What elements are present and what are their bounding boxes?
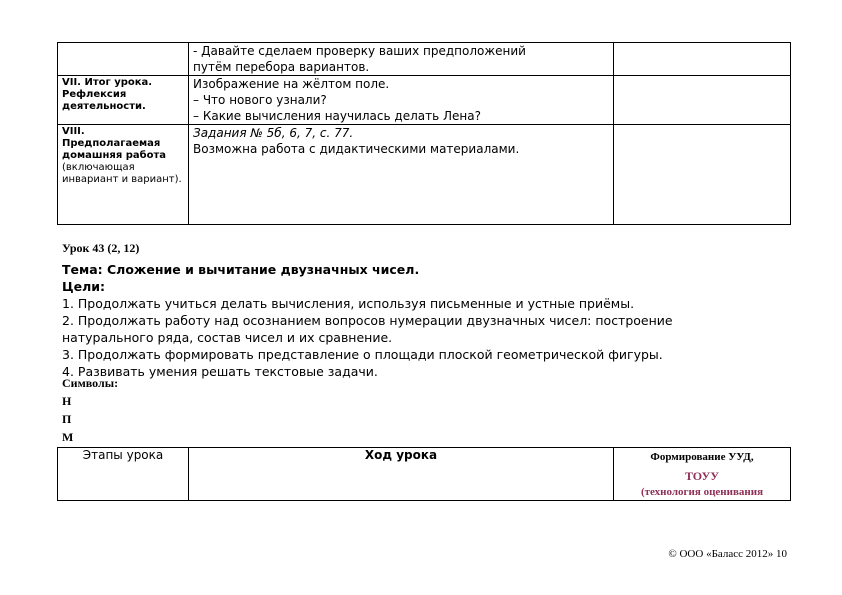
content-line: Возможна работа с дидактическими материалами.: [193, 142, 520, 156]
goal-line: натурального ряда, состав чисел и их сравнение.: [62, 330, 393, 345]
uud-cell: [614, 43, 791, 76]
content-line: – Какие вычисления научилась делать Лена?: [193, 109, 481, 123]
assessment-tech-label: (технология оценивания: [640, 486, 764, 498]
goal-line: 1. Продолжать учиться делать вычисления, используя письменные и устные приёмы.: [62, 296, 635, 311]
copyright-footer: © ООО «Баласс 2012» 10: [668, 548, 787, 560]
symbol-m: М: [62, 430, 74, 444]
col-progress-label: Ход урока: [364, 448, 438, 462]
col-uud-header: [614, 448, 791, 501]
uud-cell: [614, 76, 791, 125]
stage-cell: [58, 125, 189, 225]
stage-label: VIII. Предполагаемая домашняя работа: [62, 126, 167, 161]
stage-note: (включающая инвариант и вариант).: [62, 162, 182, 185]
col-stages-header: [58, 448, 189, 501]
homework-tasks: Задания № 5б, 6, 7, с. 77.: [193, 126, 354, 140]
goal-line: 4. Развивать умения решать текстовые задачи.: [62, 364, 378, 379]
lesson-table-continuation: [57, 42, 791, 225]
goal-line: 2. Продолжать работу над осознанием вопросов нумерации двузначных чисел: построение: [62, 313, 673, 328]
content-cell: [189, 125, 614, 225]
goals-heading: Цели:: [62, 279, 105, 294]
col-progress-header: [189, 448, 614, 501]
content-line: путём перебора вариантов.: [193, 60, 370, 74]
content-cell: [189, 76, 614, 125]
content-line: - Давайте сделаем проверку ваших предположений: [193, 44, 526, 58]
symbol-n: Н: [62, 394, 72, 408]
uud-cell: [614, 125, 791, 225]
content-cell: [189, 43, 614, 76]
stage-cell-empty: [58, 43, 189, 76]
content-line: – Что нового узнали?: [193, 93, 327, 107]
toyy-label: ТОУУ: [684, 469, 720, 483]
col-stages-label: Этапы урока: [82, 448, 164, 462]
stage-cell: [58, 76, 189, 125]
symbols-heading: Символы:: [62, 376, 119, 390]
lesson-topic: Тема: Сложение и вычитание двузначных чисел.: [62, 262, 420, 277]
goal-line: 3. Продолжать формировать представление о площади плоской геометрической фигуры.: [62, 347, 663, 362]
stage-label: VII. Итог урока. Рефлексия деятельности.: [62, 77, 153, 112]
symbol-p: П: [62, 412, 72, 426]
uud-label: Формирование УУД,: [650, 451, 754, 463]
content-line: Изображение на жёлтом поле.: [193, 77, 390, 91]
lesson-table-header: [57, 447, 791, 501]
lesson-title: Урок 43 (2, 12): [62, 241, 140, 255]
lesson-description: [62, 261, 673, 380]
